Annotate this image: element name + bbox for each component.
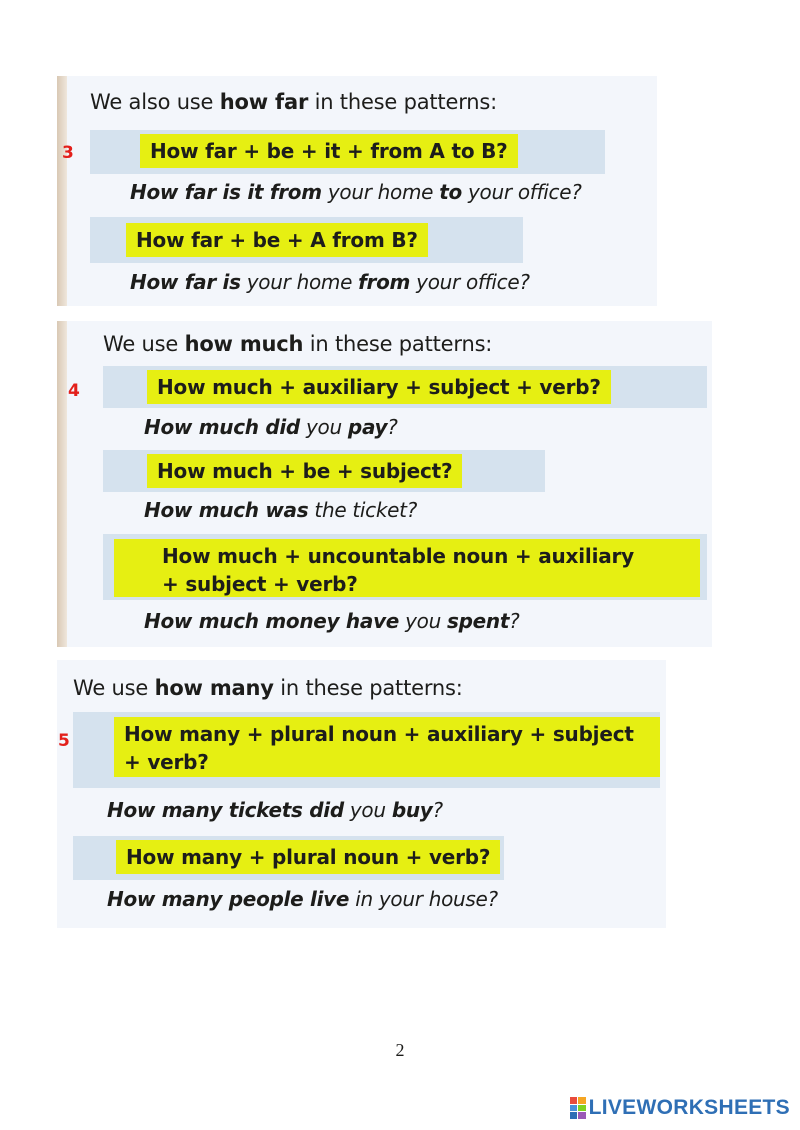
pattern-highlight: How much + be + subject? — [147, 454, 462, 488]
pattern-highlight: How far + be + A from B? — [126, 223, 428, 257]
pattern-highlight: How far + be + it + from A to B? — [140, 134, 518, 168]
pattern-highlight: How much + auxiliary + subject + verb? — [147, 370, 611, 404]
brand-name: LIVEWORKSHEETS — [588, 1096, 790, 1119]
section-number: 4 — [68, 381, 80, 401]
example-sentence: How many tickets did you buy? — [107, 798, 443, 822]
page-number: 2 — [395, 1040, 405, 1060]
pattern-line: + verb? — [124, 750, 209, 774]
pattern-line: How many + plural noun + auxiliary + subject — [124, 722, 634, 746]
example-sentence: How far is it from your home to your office? — [130, 180, 582, 204]
panel-edge — [57, 321, 67, 647]
section-intro: We also use how far in these patterns: — [90, 90, 497, 114]
example-sentence: How much was the ticket? — [144, 498, 418, 522]
liveworksheets-icon — [570, 1097, 586, 1119]
pattern-line: How much + uncountable noun + auxiliary — [162, 544, 635, 568]
pattern-highlight: How many + plural noun + verb? — [116, 840, 500, 874]
section-number: 3 — [62, 143, 74, 163]
panel-edge — [57, 76, 67, 306]
pattern-highlight — [114, 717, 660, 777]
brand-logo — [570, 1096, 790, 1120]
section-intro: We use how many in these patterns: — [73, 676, 463, 700]
pattern-highlight — [114, 539, 700, 597]
section-number: 5 — [58, 731, 70, 751]
example-sentence: How much did you pay? — [144, 415, 398, 439]
pattern-line: + subject + verb? — [162, 572, 358, 596]
section-intro: We use how much in these patterns: — [103, 332, 493, 356]
example-sentence: How much money have you spent? — [144, 609, 520, 633]
example-sentence: How many people live in your house? — [107, 887, 498, 911]
example-sentence: How far is your home from your office? — [130, 270, 530, 294]
